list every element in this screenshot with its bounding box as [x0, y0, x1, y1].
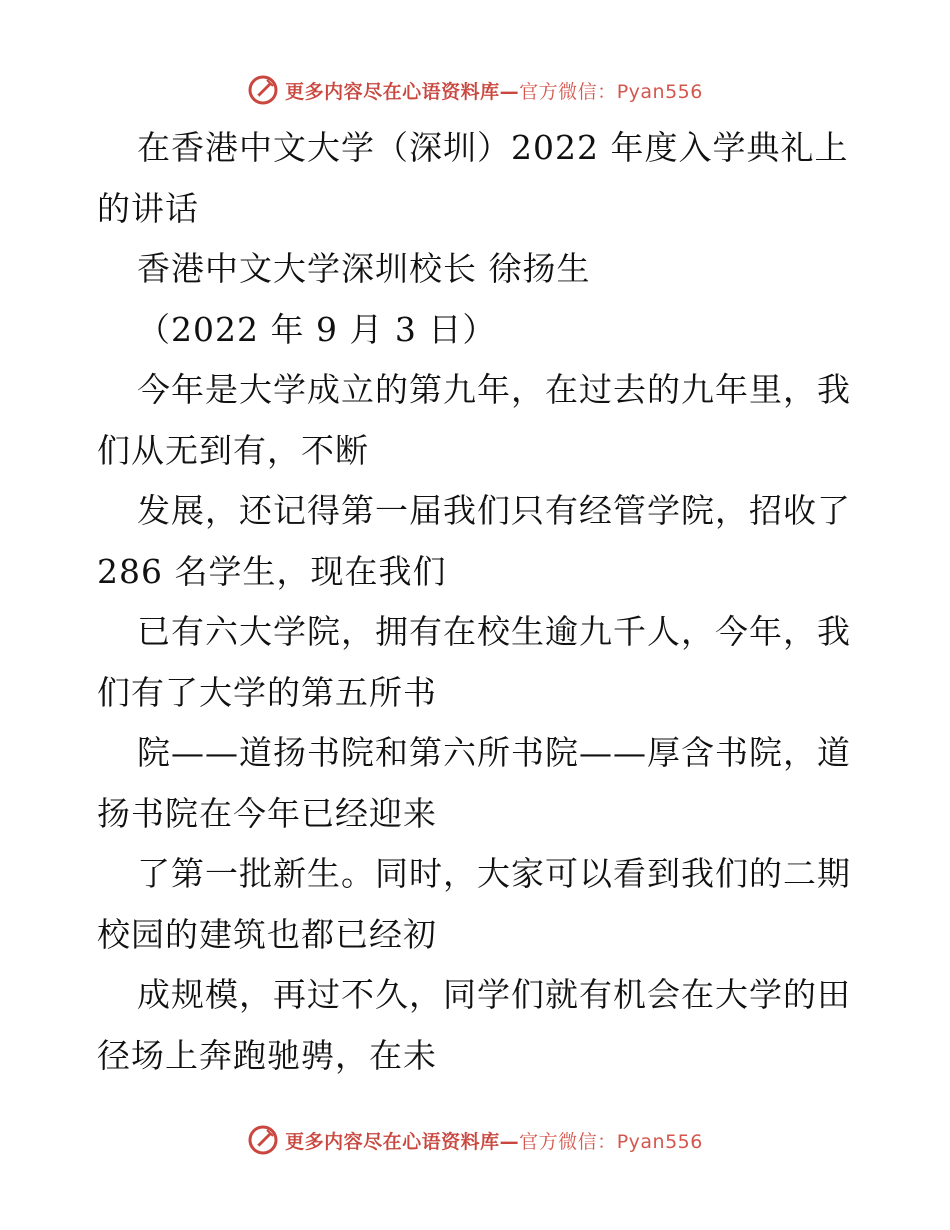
text-line: 们从无到有，不断	[97, 430, 369, 470]
text-line: 们有了大学的第五所书	[97, 672, 437, 712]
text-line: 院——道扬书院和第六所书院——厚含书院，道	[137, 733, 851, 772]
footer-watermark-banner	[0, 1120, 950, 1160]
header-watermark-banner	[0, 70, 950, 110]
text-line: 今年是大学成立的第九年，在过去的九年里，我	[137, 370, 851, 409]
watermark-text: 更多内容尽在心语资料库—官方微信：Pyan556	[285, 1130, 703, 1153]
text-line: 扬书院在今年已经迎来	[97, 793, 437, 833]
text-line: （2022 年 9 月 3 日）	[137, 309, 497, 349]
watermark-text: 更多内容尽在心语资料库—官方微信：Pyan556	[285, 80, 703, 103]
quill-logo-icon	[247, 1124, 279, 1156]
text-line: 的讲话	[97, 188, 199, 228]
text-line: 已有六大学院，拥有在校生逾九千人，今年，我	[137, 612, 851, 651]
text-line: 发展，还记得第一届我们只有经管学院，招收了	[137, 491, 851, 530]
text-line: 成规模，再过不久，同学们就有机会在大学的田	[137, 975, 851, 1014]
text-line: 香港中文大学深圳校长 徐扬生	[137, 249, 591, 288]
speech-text-body	[97, 118, 857, 1086]
text-line: 校园的建筑也都已经初	[97, 914, 437, 954]
text-line: 了第一批新生。同时，大家可以看到我们的二期	[137, 854, 851, 893]
text-line: 在香港中文大学（深圳）2022 年度入学典礼上	[137, 128, 849, 167]
text-line: 286 名学生，现在我们	[97, 551, 447, 591]
text-line: 径场上奔跑驰骋，在未	[97, 1035, 437, 1075]
quill-logo-icon	[247, 74, 279, 106]
